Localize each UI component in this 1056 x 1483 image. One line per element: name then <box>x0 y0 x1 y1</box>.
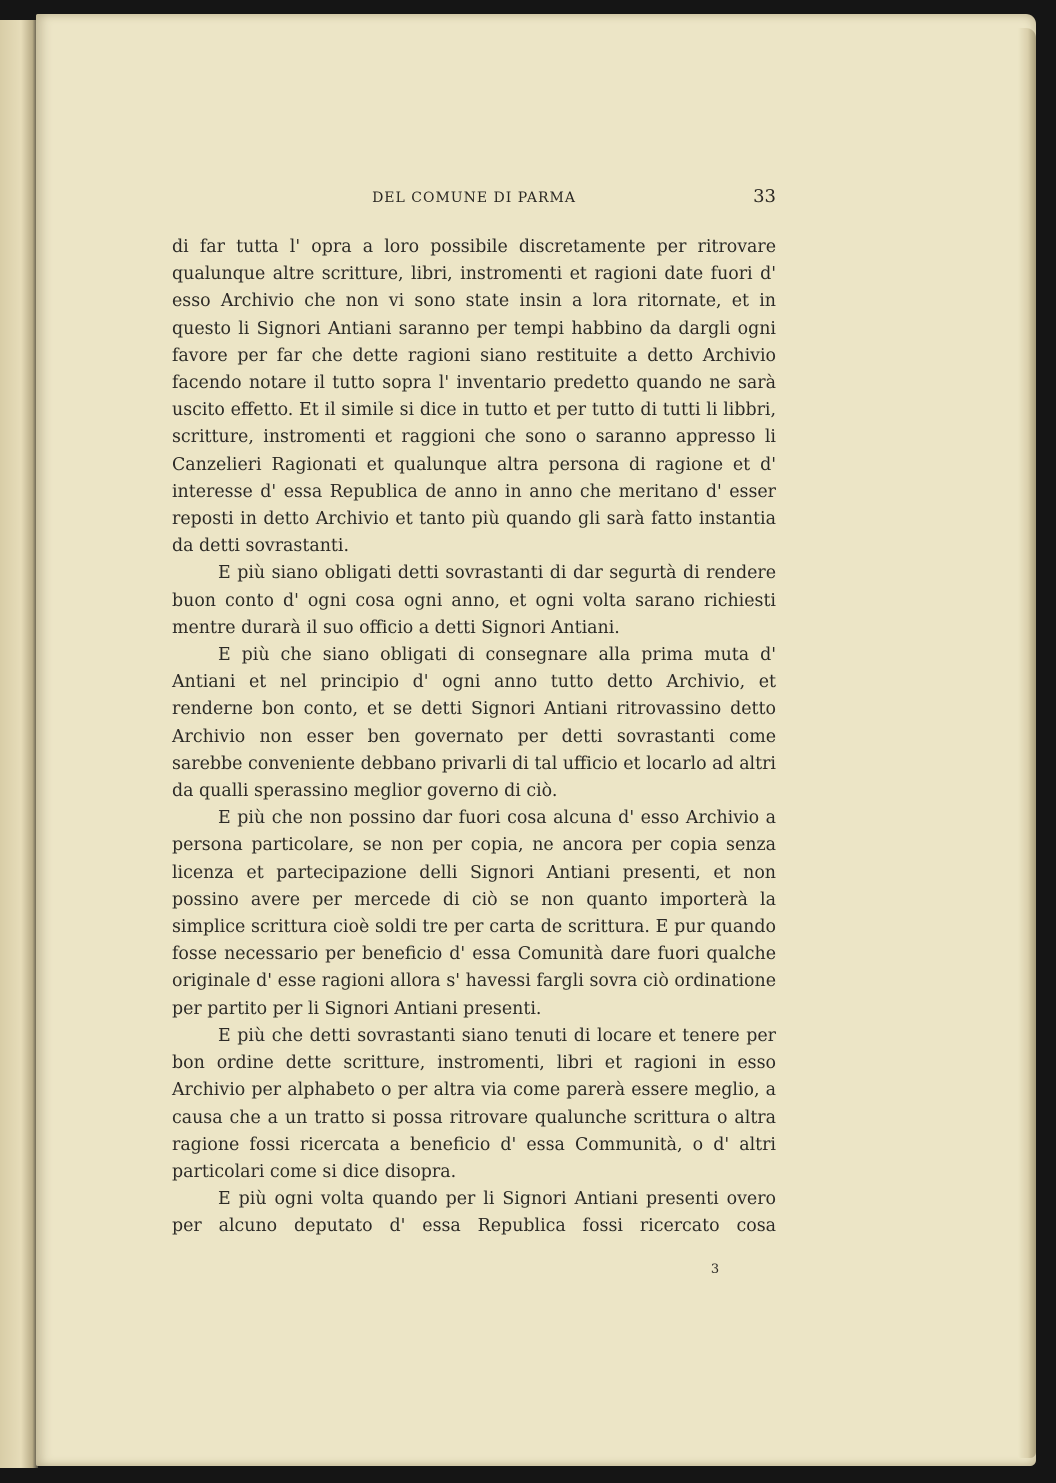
facing-page-edge <box>0 20 38 1468</box>
paragraph: E più che siano obligati di consegnare alla prima muta d' Antiani et nel principio d' ogni anno tutto detto Archivio, et renderne bon conto, et se detti Signori Antiani ritrovassino detto Archivio non esser ben governato per detti sovrastanti come sarebbe conveniente debbano privarli di tal ufficio et locarlo ad altri da qualli sperassino meglior governo di ciò. <box>172 645 776 802</box>
page-right-edge <box>1018 28 1036 1458</box>
paragraph-continued: di far tutta l' opra a loro possibile discretamente per ritrovare qualunque altre scritture, libri, instromenti et ragioni date fuori d' esso Archivio che non vi sono state insin a lora ritornate, et in questo li Signori Antiani saranno per tempi habbino da dargli ogni favore per far che dette ragioni siano restituite a detto Archivio facendo notare il tutto sopra l' inventario predetto quando ne sarà uscito effetto. Et il simile si dice in tutto et per tutto di tutti li libbri, scritture, instromenti et raggioni che sono o saranno appresso li Canzelieri Ragionati et qualunque altra persona di ragione et d' interesse d' essa Republica de anno in anno che meritano d' esser reposti in detto Archivio et tanto più quando gli sarà fatto instantia da detti sovrastanti. <box>172 237 776 557</box>
paragraph: E più siano obligati detti sovrastanti di dar segurtà di rendere buon conto d' ogni cosa ogni anno, et ogni volta sarano richiesti mentre durarà il suo officio a detti Signori Antiani. <box>172 563 776 638</box>
paragraph: E più che non possino dar fuori cosa alcuna d' esso Archivio a persona particolare, se non per copia, ne ancora per copia senza licenza et partecipazione delli Signori Antiani presenti, et non possino avere per mercede di ciò se non quanto importerà la simplice scrittura cioè soldi tre per carta de scrittura. E pur quando fosse necessario per beneficio d' essa Comunità dare fuori qualche originale d' esse ragioni allora s' havessi fargli sovra ciò ordinatione per partito per li Signori Antiani presenti. <box>172 808 776 1019</box>
signature-mark: 3 <box>710 1262 720 1277</box>
paragraph-continues: E più ogni volta quando per li Signori Antiani presenti overo per alcuno deputato d' essa Republica fossi ricercato cosa <box>172 1189 776 1237</box>
running-header-title: DEL COMUNE DI PARMA <box>372 190 576 206</box>
paragraph: E più che detti sovrastanti siano tenuti di locare et tenere per bon ordine dette scritture, instromenti, libri et ragioni in esso Archivio per alphabeto o per altra via come parerà essere meglio, a causa che a un tratto si possa ritrovare qualunche scrittura o altra ragione fossi ricercata a beneficio d' essa Communità, o d' altri particolari come si dice disopra. <box>172 1025 776 1182</box>
running-header <box>172 184 776 214</box>
body-text <box>172 234 776 1241</box>
page-number: 33 <box>753 186 776 207</box>
